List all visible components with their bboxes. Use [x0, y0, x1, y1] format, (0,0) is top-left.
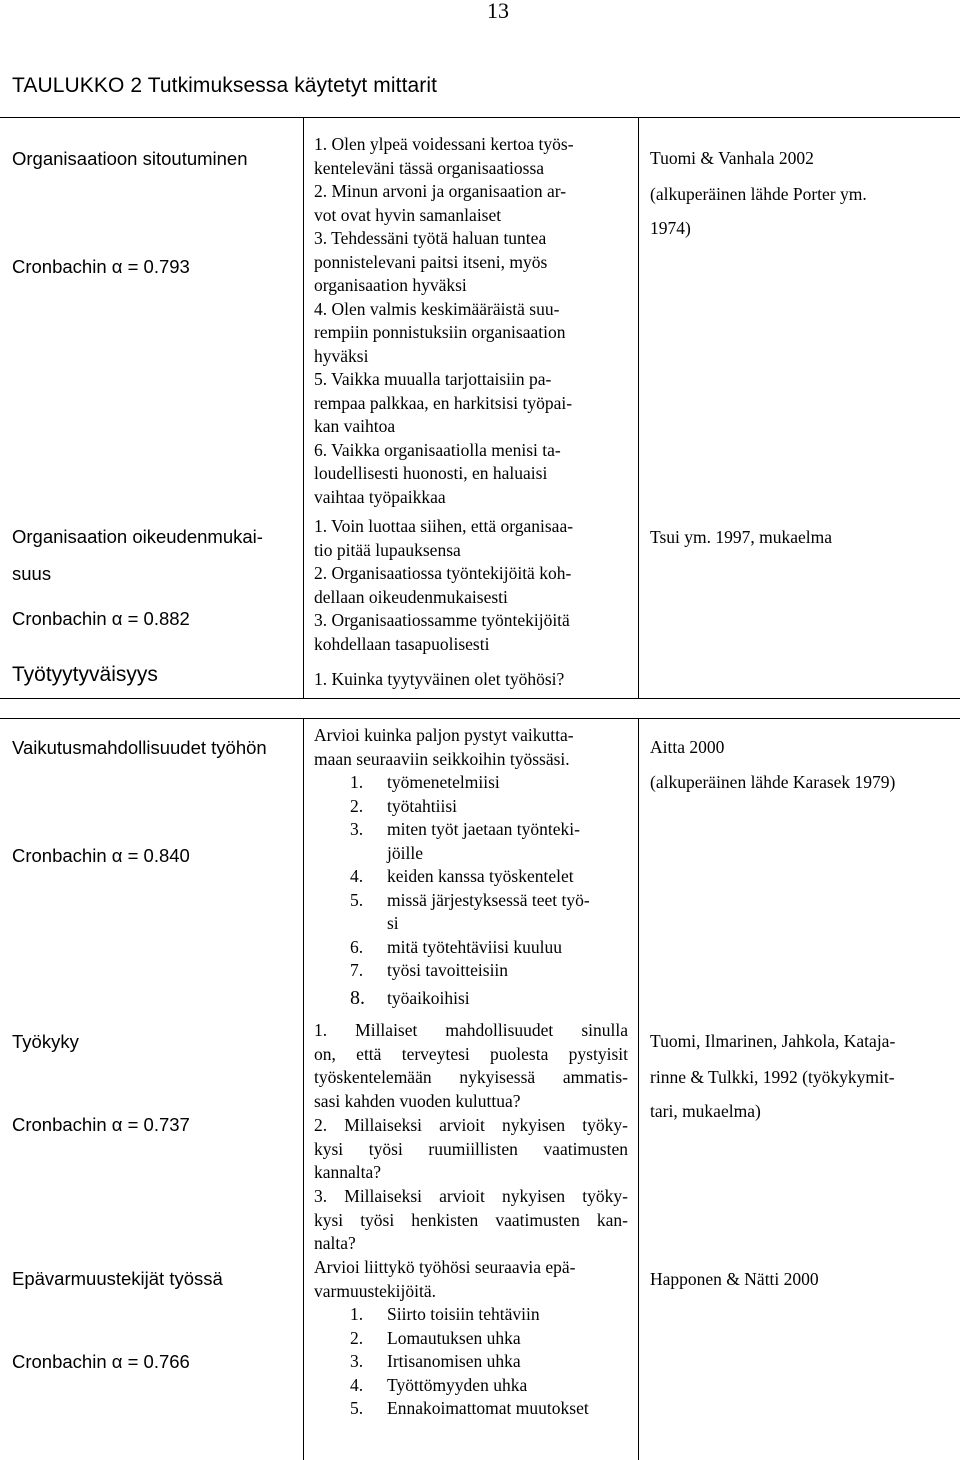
list-item: 3. Irtisanomisen uhka — [350, 1351, 521, 1371]
item-line: 2. Millaiseksi arvioit nykyisen työky- — [314, 1114, 628, 1135]
measure-name-insecurity: Epävarmuustekijät työssä — [12, 1268, 223, 1289]
measure-name-justice-1: Organisaation oikeudenmukai- — [12, 526, 263, 547]
list-item: 1. työmenetelmiisi — [350, 772, 500, 792]
measure-name-commitment: Organisaatioon sitoutuminen — [12, 148, 248, 169]
intro-line: maan seuraaviin seikkoihin työssäsi. — [314, 748, 570, 769]
list-item: 8. työaikoihisi — [350, 986, 470, 1009]
item-line: työskentelemään nykyisessä ammatis- — [314, 1067, 628, 1088]
source-commitment-2: (alkuperäinen lähde Porter ym. — [650, 184, 867, 204]
item-line: rempiin ponnistuksiin organisaation — [314, 322, 566, 342]
table-top-border — [0, 117, 960, 118]
source-commitment-1: Tuomi & Vanhala 2002 — [650, 148, 814, 168]
intro-line: varmuustekijöitä. — [314, 1280, 436, 1301]
list-insecurity — [350, 1303, 589, 1421]
measure-name-work-ability: Työkyky — [12, 1031, 79, 1052]
source-commitment-3: 1974) — [650, 218, 691, 238]
cronbach-alpha-influence: Cronbachin α = 0.840 — [12, 845, 190, 866]
list-item: 4. Työttömyyden uhka — [350, 1374, 528, 1395]
intro-line: Arvioi kuinka paljon pystyt vaikutta- — [314, 725, 574, 745]
item-line: 2. Minun arvoni ja organisaation ar- — [314, 181, 567, 201]
item-line: 3. Organisaatiossamme työntekijöitä — [314, 610, 570, 630]
column-divider-1b — [303, 718, 304, 1460]
item-line: 1. Olen ylpeä voidessani kertoa työs- — [314, 134, 574, 154]
column-divider-2b — [638, 718, 639, 1460]
item-line: kan vaihtoa — [314, 416, 396, 436]
item-line: sasi kahden vuoden kuluttua? — [314, 1091, 521, 1112]
intro-influence — [314, 724, 574, 771]
list-item: 5. Ennakoimattomat muutokset — [350, 1398, 589, 1418]
item-line: loudellisesti huonosti, en haluaisi — [314, 463, 548, 483]
item-line: ponnistelevani paitsi itseni, myös — [314, 251, 548, 272]
intro-insecurity — [314, 1256, 575, 1303]
item-line: organisaation hyväksi — [314, 275, 467, 295]
cronbach-alpha-commitment: Cronbachin α = 0.793 — [12, 256, 190, 277]
item-line: 3. Millaiseksi arvioit nykyisen työky- — [314, 1185, 628, 1206]
table-section-divider — [0, 698, 960, 699]
item-line: kannalta? — [314, 1162, 382, 1183]
source-work-ability-3: tari, mukaelma) — [650, 1101, 761, 1121]
item-line: 5. Vaikka muualla tarjottaisiin pa- — [314, 369, 552, 389]
source-insecurity: Happonen & Nätti 2000 — [650, 1269, 819, 1289]
item-line: kohdellaan tasapuolisesti — [314, 633, 490, 654]
list-item: 1. Siirto toisiin tehtäviin — [350, 1304, 540, 1324]
item-line: 1. Voin luottaa siihen, että organisaa- — [314, 516, 574, 536]
item-line: rempaa palkkaa, en harkitsisi työpai- — [314, 392, 573, 413]
source-work-ability-2: rinne & Tulkki, 1992 (työkykymit- — [650, 1067, 895, 1087]
item-line: nalta? — [314, 1233, 356, 1254]
item-line: vaihtaa työpaikkaa — [314, 486, 446, 507]
column-divider-1a — [303, 117, 304, 698]
list-item: 4. keiden kanssa työskentelet — [350, 866, 574, 886]
item-line: kenteleväni tässä organisaatiossa — [314, 157, 545, 178]
measure-name-satisfaction: Työtyytyväisyys — [12, 663, 158, 686]
measure-name-justice-2: suus — [12, 563, 52, 584]
page-title: TAULUKKO 2 Tutkimuksessa käytetyt mittarit — [12, 74, 438, 97]
list-item: 2. työtahtiisi — [350, 795, 457, 816]
measure-name-influence: Vaikutusmahdollisuudet työhön — [12, 737, 267, 758]
item-line: 2. Organisaatiossa työntekijöitä koh- — [314, 563, 572, 583]
list-item: si — [387, 913, 399, 933]
item-line: hyväksi — [314, 345, 369, 366]
page-number: 13 — [487, 0, 509, 23]
item-line: 6. Vaikka organisaatiolla menisi ta- — [314, 439, 561, 460]
item-line: kysi työsi henkisten vaatimusten kan- — [314, 1209, 628, 1230]
item-satisfaction: 1. Kuinka tyytyväinen olet työhösi? — [314, 669, 565, 689]
item-line: kysi työsi ruumiillisten vaatimusten — [314, 1138, 628, 1159]
source-influence-2: (alkuperäinen lähde Karasek 1979) — [650, 772, 896, 792]
items-work-ability — [314, 1019, 628, 1256]
source-influence-1: Aitta 2000 — [650, 737, 725, 757]
cronbach-alpha-work-ability: Cronbachin α = 0.737 — [12, 1114, 190, 1135]
item-line: vot ovat hyvin samanlaiset — [314, 204, 502, 225]
table-section-divider-2 — [0, 718, 960, 719]
source-justice: Tsui ym. 1997, mukaelma — [650, 527, 833, 547]
list-item: 3. miten työt jaetaan työnteki- — [350, 819, 580, 839]
list-item: 5. missä järjestyksessä teet työ- — [350, 889, 590, 910]
list-item: 6. mitä työtehtäviisi kuuluu — [350, 936, 562, 957]
item-line: 4. Olen valmis keskimääräistä suu- — [314, 298, 560, 319]
items-justice — [314, 515, 573, 656]
list-influence — [350, 771, 590, 1010]
cronbach-alpha-justice: Cronbachin α = 0.882 — [12, 608, 190, 629]
item-line: on, että terveytesi puolesta pystyisit — [314, 1043, 628, 1064]
column-divider-2a — [638, 117, 639, 698]
list-item: 7. työsi tavoitteisiin — [350, 960, 509, 980]
item-line: 1. Millaiset mahdollisuudet sinulla — [314, 1020, 628, 1040]
source-work-ability-1: Tuomi, Ilmarinen, Jahkola, Kataja- — [650, 1031, 896, 1051]
list-item: jöille — [387, 842, 423, 863]
item-line: dellaan oikeudenmukaisesti — [314, 586, 508, 607]
item-line: tio pitää lupauksensa — [314, 539, 461, 560]
intro-line: Arvioi liittykö työhösi seuraavia epä- — [314, 1257, 576, 1277]
list-item: 2. Lomautuksen uhka — [350, 1327, 521, 1348]
item-line: 3. Tehdessäni työtä haluan tuntea — [314, 228, 547, 248]
items-commitment — [314, 133, 574, 509]
cronbach-alpha-insecurity: Cronbachin α = 0.766 — [12, 1351, 190, 1372]
